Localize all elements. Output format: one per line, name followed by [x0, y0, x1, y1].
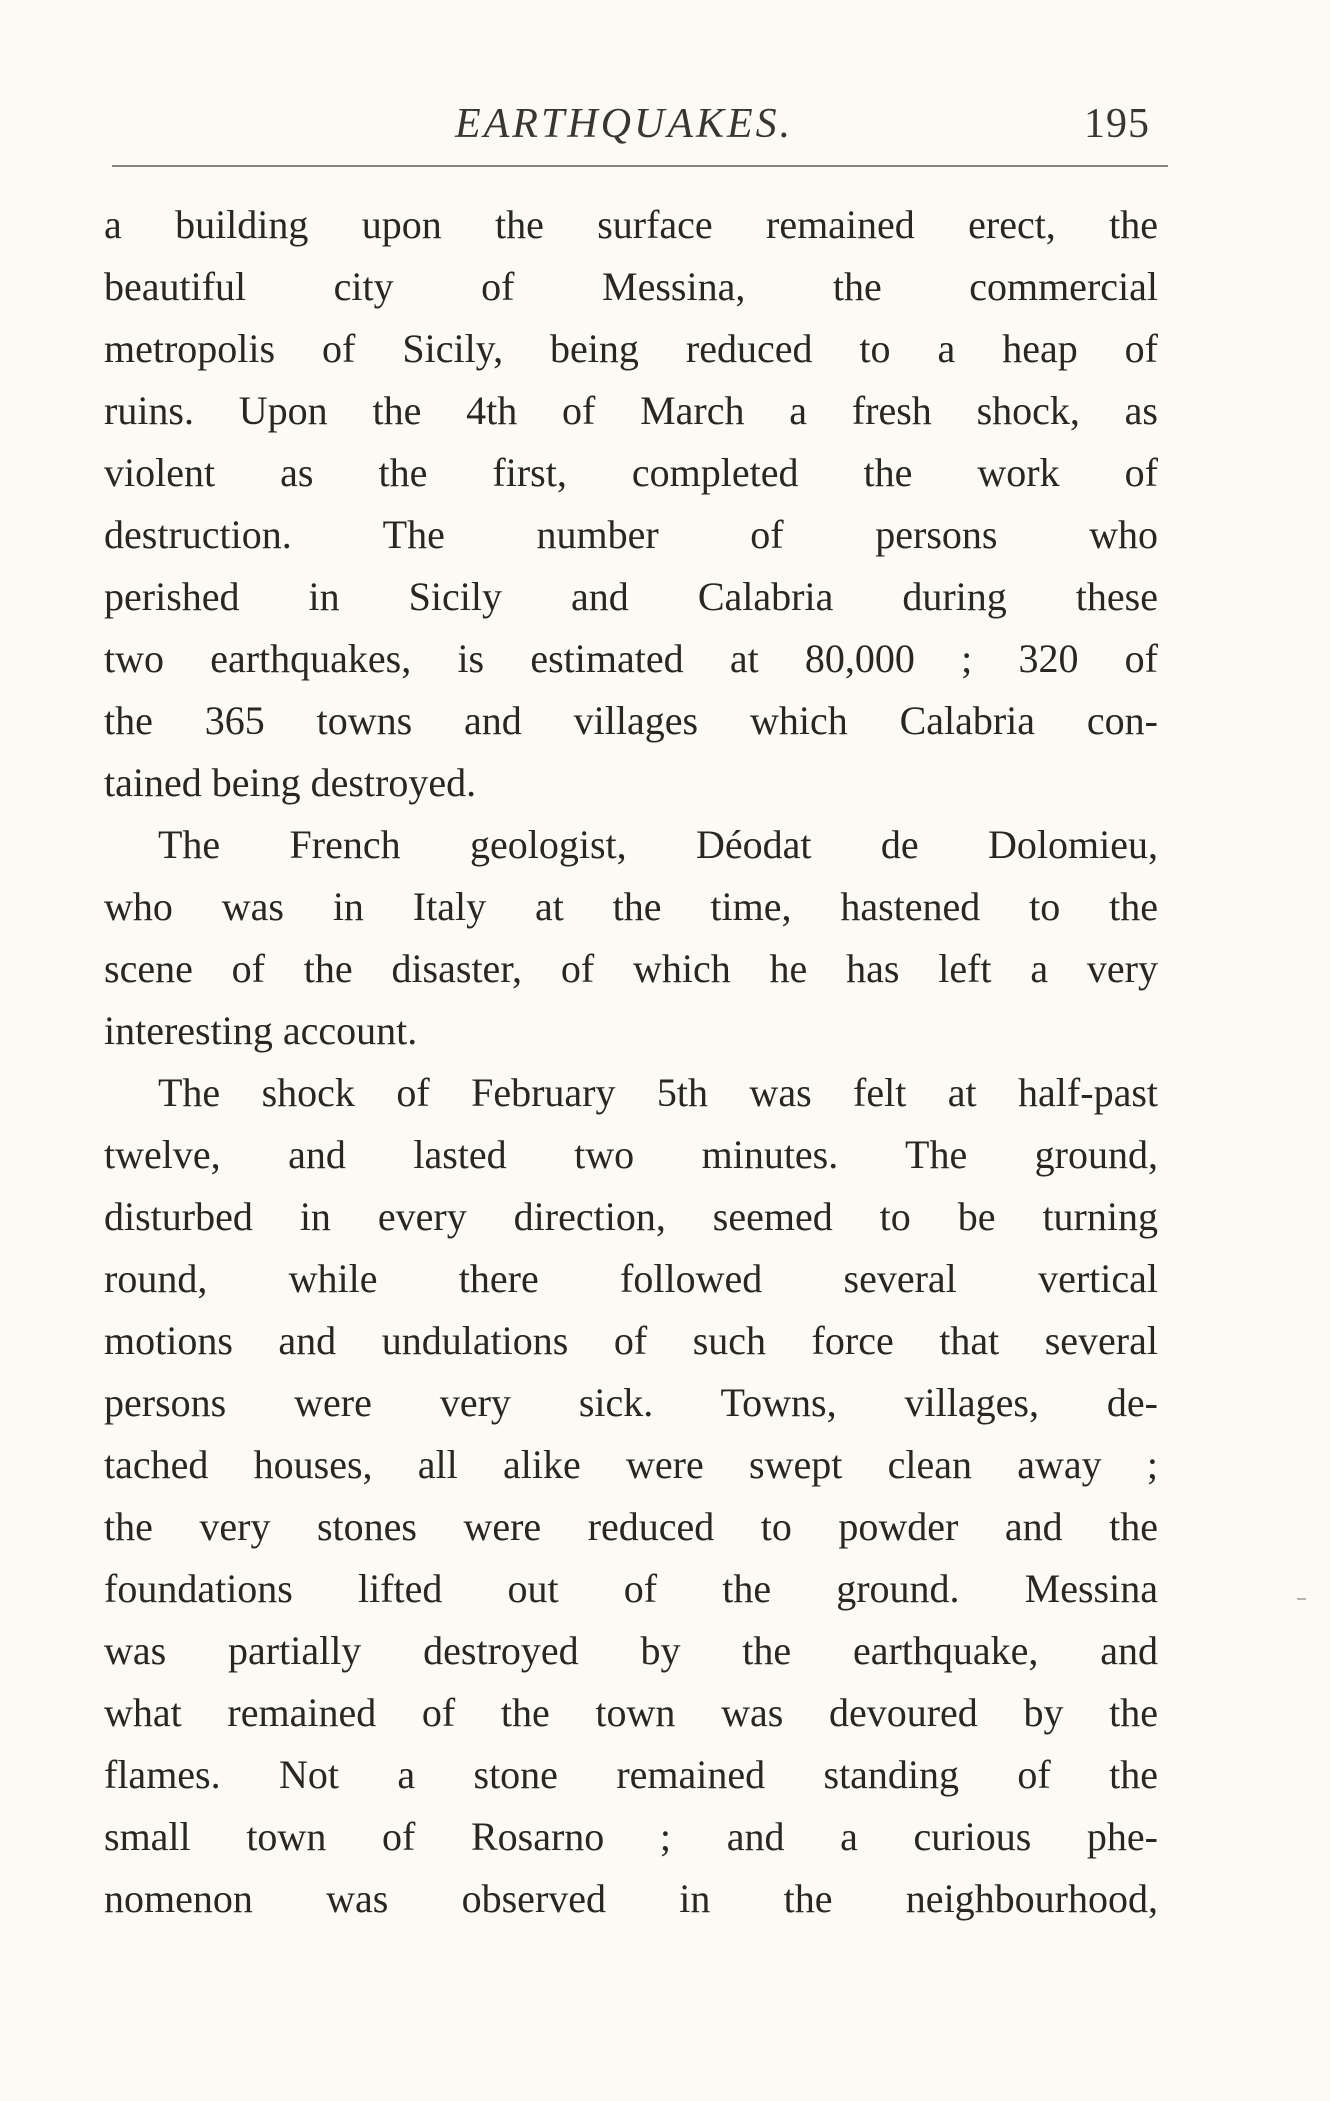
text-line: violent as the first, completed the work of	[104, 450, 1158, 495]
text-line: metropolis of Sicily, being reduced to a heap of	[104, 326, 1158, 371]
text-line: beautiful city of Messina, the commercial	[104, 264, 1158, 309]
text-line: a building upon the surface remained erect, the	[104, 202, 1158, 247]
text-line: flames. Not a stone remained standing of the	[104, 1752, 1158, 1797]
text-line: what remained of the town was devoured by the	[104, 1690, 1158, 1735]
text-line: ruins. Upon the 4th of March a fresh shock, as	[104, 388, 1158, 433]
header-rule	[112, 165, 1168, 167]
text-line: twelve, and lasted two minutes. The ground,	[104, 1132, 1158, 1177]
paragraph-first-line: The shock of February 5th was felt at half-past	[158, 1070, 1158, 1115]
text-line: tained being destroyed.	[104, 760, 477, 805]
text-line: two earthquakes, is estimated at 80,000 ; 320 of	[104, 636, 1158, 681]
text-line: small town of Rosarno ; and a curious phe-	[104, 1814, 1158, 1859]
page-number: 195	[1084, 101, 1150, 147]
text-line: interesting account.	[104, 1008, 418, 1053]
running-title: EARTHQUAKES.	[455, 101, 794, 147]
text-line: round, while there followed several vertical	[104, 1256, 1158, 1301]
paragraph-first-line: The French geologist, Déodat de Dolomieu,	[158, 822, 1158, 867]
text-line: scene of the disaster, of which he has left a very	[104, 946, 1158, 991]
text-line: the very stones were reduced to powder and the	[104, 1504, 1158, 1549]
paper-speck	[1297, 1598, 1306, 1600]
text-line: destruction. The number of persons who	[104, 512, 1158, 557]
text-line: persons were very sick. Towns, villages, de-	[104, 1380, 1158, 1425]
text-line: disturbed in every direction, seemed to be turning	[104, 1194, 1158, 1239]
text-line: perished in Sicily and Calabria during these	[104, 574, 1158, 619]
text-line: the 365 towns and villages which Calabria con-	[104, 698, 1158, 743]
text-line: nomenon was observed in the neighbourhood,	[104, 1876, 1158, 1921]
text-line: was partially destroyed by the earthquake, and	[104, 1628, 1158, 1673]
text-line: who was in Italy at the time, hastened to the	[104, 884, 1158, 929]
text-line: tached houses, all alike were swept clean away ;	[104, 1442, 1158, 1487]
text-line: foundations lifted out of the ground. Messina	[104, 1566, 1158, 1611]
text-line: motions and undulations of such force that several	[104, 1318, 1158, 1363]
